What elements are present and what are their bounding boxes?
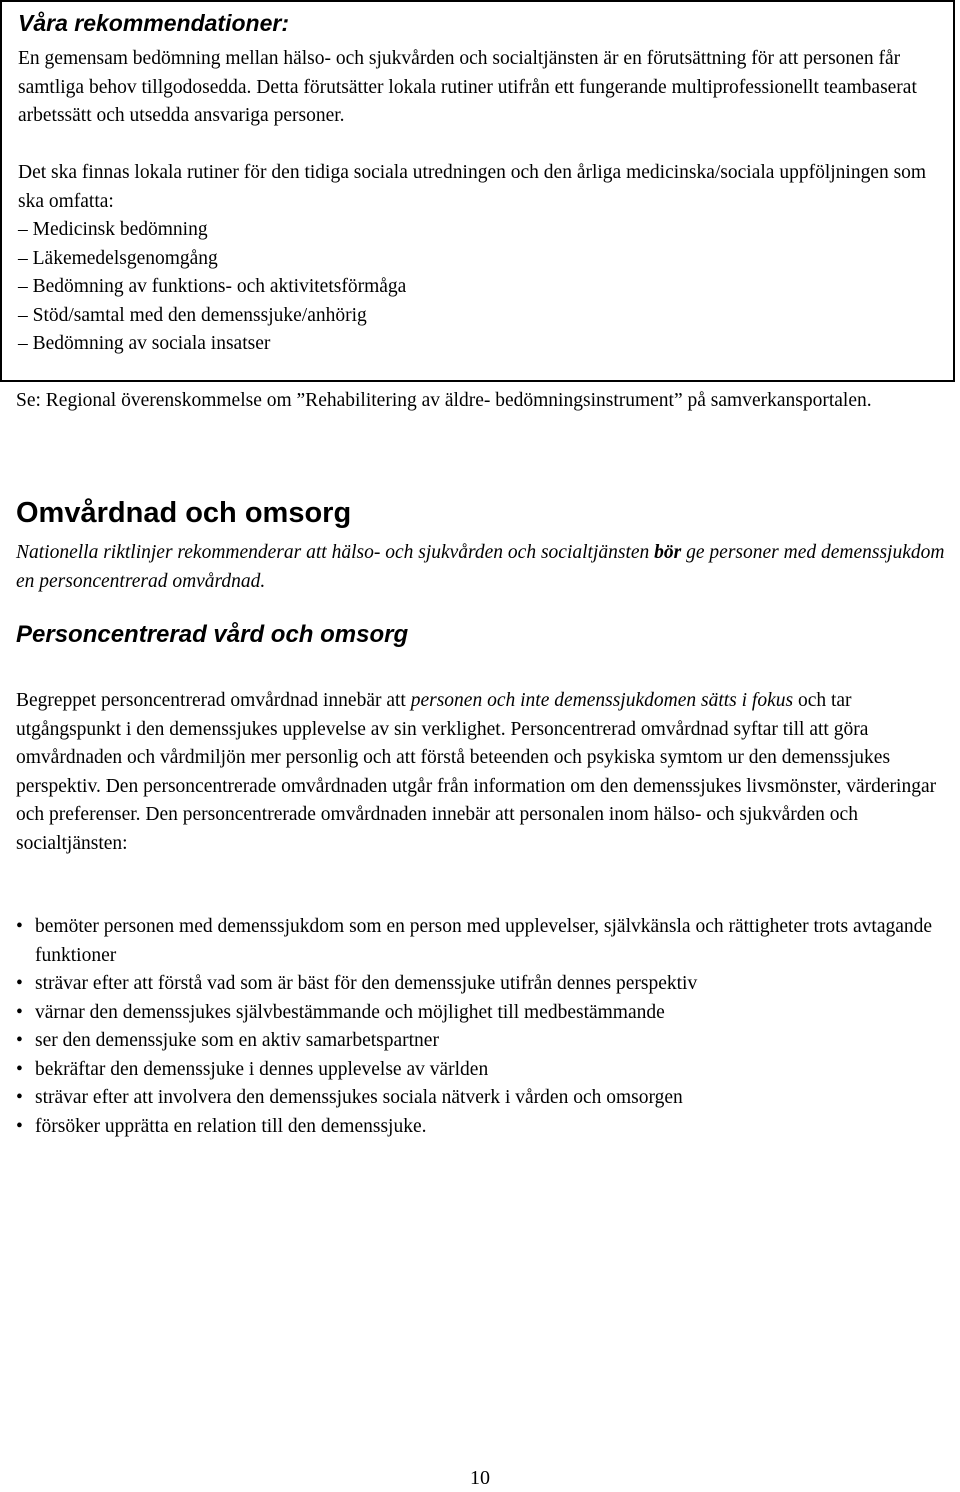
subsection-heading: Personcentrerad vård och omsorg xyxy=(16,621,409,648)
guideline-text-end: ge personer med demenssjukdom en personcentrerad omvårdnad. xyxy=(16,542,945,592)
list-item-text: bemöter personen med demenssjukdom som en person med upplevelser, självkänsla och rättigheter trots avtagande funktioner xyxy=(35,916,933,966)
page-number: 10 xyxy=(470,1467,490,1489)
list-item xyxy=(16,1113,946,1142)
bullet-icon: • xyxy=(16,1058,23,1080)
routine-item: – Bedömning av funktions- och aktivitetsförmåga xyxy=(18,276,407,297)
recommendation-box xyxy=(0,0,955,382)
list-item-text: strävar efter att involvera den demenssjukes sociala nätverk i vården och omsorgen xyxy=(35,1087,683,1108)
guideline-text-start: Nationella riktlinjer rekommenderar att hälso- och sjukvården och socialtjänsten xyxy=(16,542,655,563)
body-emphasis: personen och inte demenssjukdomen sätts i fokus xyxy=(410,690,794,711)
guideline-statement xyxy=(16,539,946,596)
guideline-emphasis: bör xyxy=(654,542,682,563)
bullet-icon: • xyxy=(16,1030,23,1051)
recommendation-title: Våra rekommendationer: xyxy=(18,10,289,36)
bullet-icon: • xyxy=(16,1115,23,1137)
body-text-start: Begreppet personcentrerad omvårdnad innebär att xyxy=(16,690,411,711)
routine-item: – Bedömning av sociala insatser xyxy=(18,333,271,354)
list-item xyxy=(16,970,946,999)
list-item-text: försöker upprätta en relation till den demenssjuke. xyxy=(35,1115,427,1137)
routine-block xyxy=(18,159,948,359)
section-heading: Omvårdnad och omsorg xyxy=(16,497,352,529)
list-item xyxy=(16,1084,946,1113)
list-item-text: värnar den demenssjukes självbestämmande och möjlighet till medbestämmande xyxy=(35,1001,665,1023)
bullet-icon: • xyxy=(16,1001,23,1023)
list-item xyxy=(16,913,946,970)
bullet-icon: • xyxy=(16,1087,23,1108)
body-paragraph xyxy=(16,687,946,858)
routine-list xyxy=(18,216,948,359)
routine-item: – Läkemedelsgenomgång xyxy=(18,247,218,269)
routine-item: – Stöd/samtal med den demenssjuke/anhörig xyxy=(18,304,367,326)
list-item-text: ser den demenssjuke som en aktiv samarbetspartner xyxy=(35,1030,439,1051)
principles-list xyxy=(16,913,946,1141)
routine-item: – Medicinsk bedömning xyxy=(18,219,208,240)
recommendation-paragraph: En gemensam bedömning mellan hälso- och sjukvården och socialtjänsten är en förutsättning för att personen får samtliga behov tillgodosedda. Detta förutsätter lokala rutiner utifrån ett fungerande multiprofessionellt teambaserat arbetssätt och utsedda ansvariga personer. xyxy=(18,48,917,126)
list-item xyxy=(16,1027,946,1056)
see-also-reference: Se: Regional överenskommelse om ”Rehabilitering av äldre- bedömningsinstrument” på samverkansportalen. xyxy=(16,390,872,411)
list-item xyxy=(16,1056,946,1085)
routine-intro: Det ska finnas lokala rutiner för den tidiga sociala utredningen och den årliga medicinska/sociala uppföljningen som ska omfatta: xyxy=(18,162,927,212)
bullet-icon: • xyxy=(16,916,23,937)
body-text-rest: och tar utgångspunkt i den demenssjukes upplevelse av sin verklighet. Personcentrerad omvårdnad syftar till att göra omvårdnaden och vårdmiljön mer personlig och att förstå beteenden och psykiska symtom ur den demenssjukes perspektiv. Den personcentrerade omvårdnaden utgår från information om den demenssjukes livsmönster, värderingar och preferenser. Den personcentrerade omvårdnaden innebär att personalen inom hälso- och sjukvården och socialtjänsten: xyxy=(16,690,937,854)
list-item xyxy=(16,999,946,1028)
list-item-text: bekräftar den demenssjuke i dennes upplevelse av världen xyxy=(35,1058,489,1080)
list-item-text: strävar efter att förstå vad som är bäst för den demenssjuke utifrån dennes perspektiv xyxy=(35,973,698,994)
bullet-icon: • xyxy=(16,973,23,994)
